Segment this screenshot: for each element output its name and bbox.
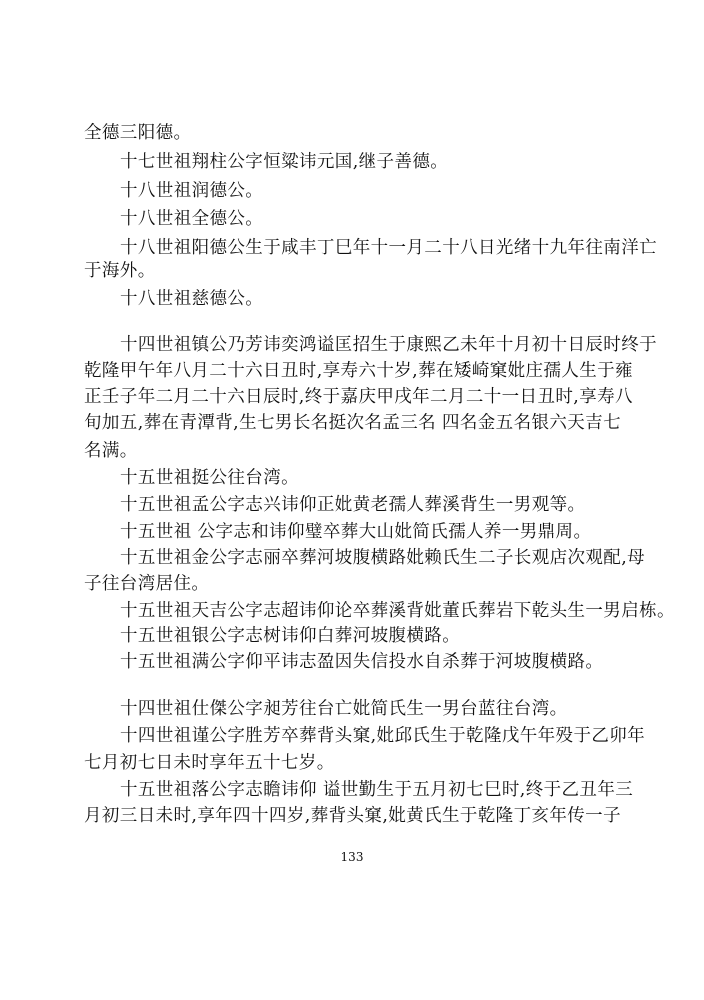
text-line: 月初三日未时,享年四十四岁,葬背头窠,妣黄氏生于乾隆丁亥年传一子	[84, 806, 621, 826]
text-line: 十八世祖全德公。	[120, 209, 264, 229]
text-line: 于海外。	[84, 261, 156, 281]
text-line: 十八世祖润德公。	[120, 181, 264, 201]
text-line: 子往台湾居住。	[84, 574, 210, 594]
text-line: 七月初七日未时享年五十七岁。	[84, 753, 335, 773]
text-line: 十八世祖阳德公生于咸丰丁巳年十一月二十八日光绪十九年往南洋亡	[120, 238, 657, 258]
text-line: 十四世祖谨公字胜芳卒葬背头窠,妣邱氏生于乾隆戊午年殁于乙卯年	[120, 726, 646, 746]
text-line: 十八世祖慈德公。	[120, 289, 264, 309]
text-line: 旬加五,葬在青潭背,生七男长名挺次名孟三名 四名金五名银六天吉七	[84, 413, 621, 433]
text-line: 十五世祖落公字志瞻讳仰 谥世勤生于五月初七巳时,终于乙丑年三	[120, 780, 634, 800]
text-line: 十五世祖满公字仰平讳志盈因失信投水自杀葬于河坡腹横路。	[120, 652, 604, 672]
text-line: 十四世祖镇公乃芳讳奕鸿谥匡招生于康熙乙未年十月初十日辰时终于	[120, 335, 657, 355]
text-line: 十七世祖翔柱公字恒粱讳元国,继子善德。	[120, 152, 449, 172]
text-line: 乾隆甲午年八月二十六日丑时,享寿六十岁,葬在矮崎窠妣庄孺人生于雍	[84, 361, 633, 381]
text-line: 十五世祖孟公字志兴讳仰正妣黄老孺人葬溪背生一男观等。	[120, 495, 586, 515]
text-line: 全德三阳德。	[84, 123, 192, 143]
text-line: 十五世祖挺公往台湾。	[120, 468, 299, 488]
text-line: 名满。	[84, 441, 138, 461]
text-line: 十五世祖金公字志丽卒葬河坡腹横路妣赖氏生二子长观店次观配,母	[120, 548, 646, 568]
text-line: 十五世祖天吉公字志超讳仰论卒葬溪背妣董氏葬岩下乾头生一男启栋。	[120, 601, 675, 621]
text-line: 十五世祖 公字志和讳仰璧卒葬大山妣简氏孺人养一男鼎周。	[120, 522, 592, 542]
text-line: 十五世祖银公字志树讳仰白葬河坡腹横路。	[120, 626, 461, 646]
text-line: 正壬子年二月二十六日辰时,终于嘉庆甲戌年二月二十一日丑时,享寿八	[84, 387, 633, 407]
page-number: 133	[340, 850, 364, 864]
text-line: 十四世祖仕傑公字昶芳往台亡妣简氏生一男台蓝往台湾。	[120, 699, 568, 719]
